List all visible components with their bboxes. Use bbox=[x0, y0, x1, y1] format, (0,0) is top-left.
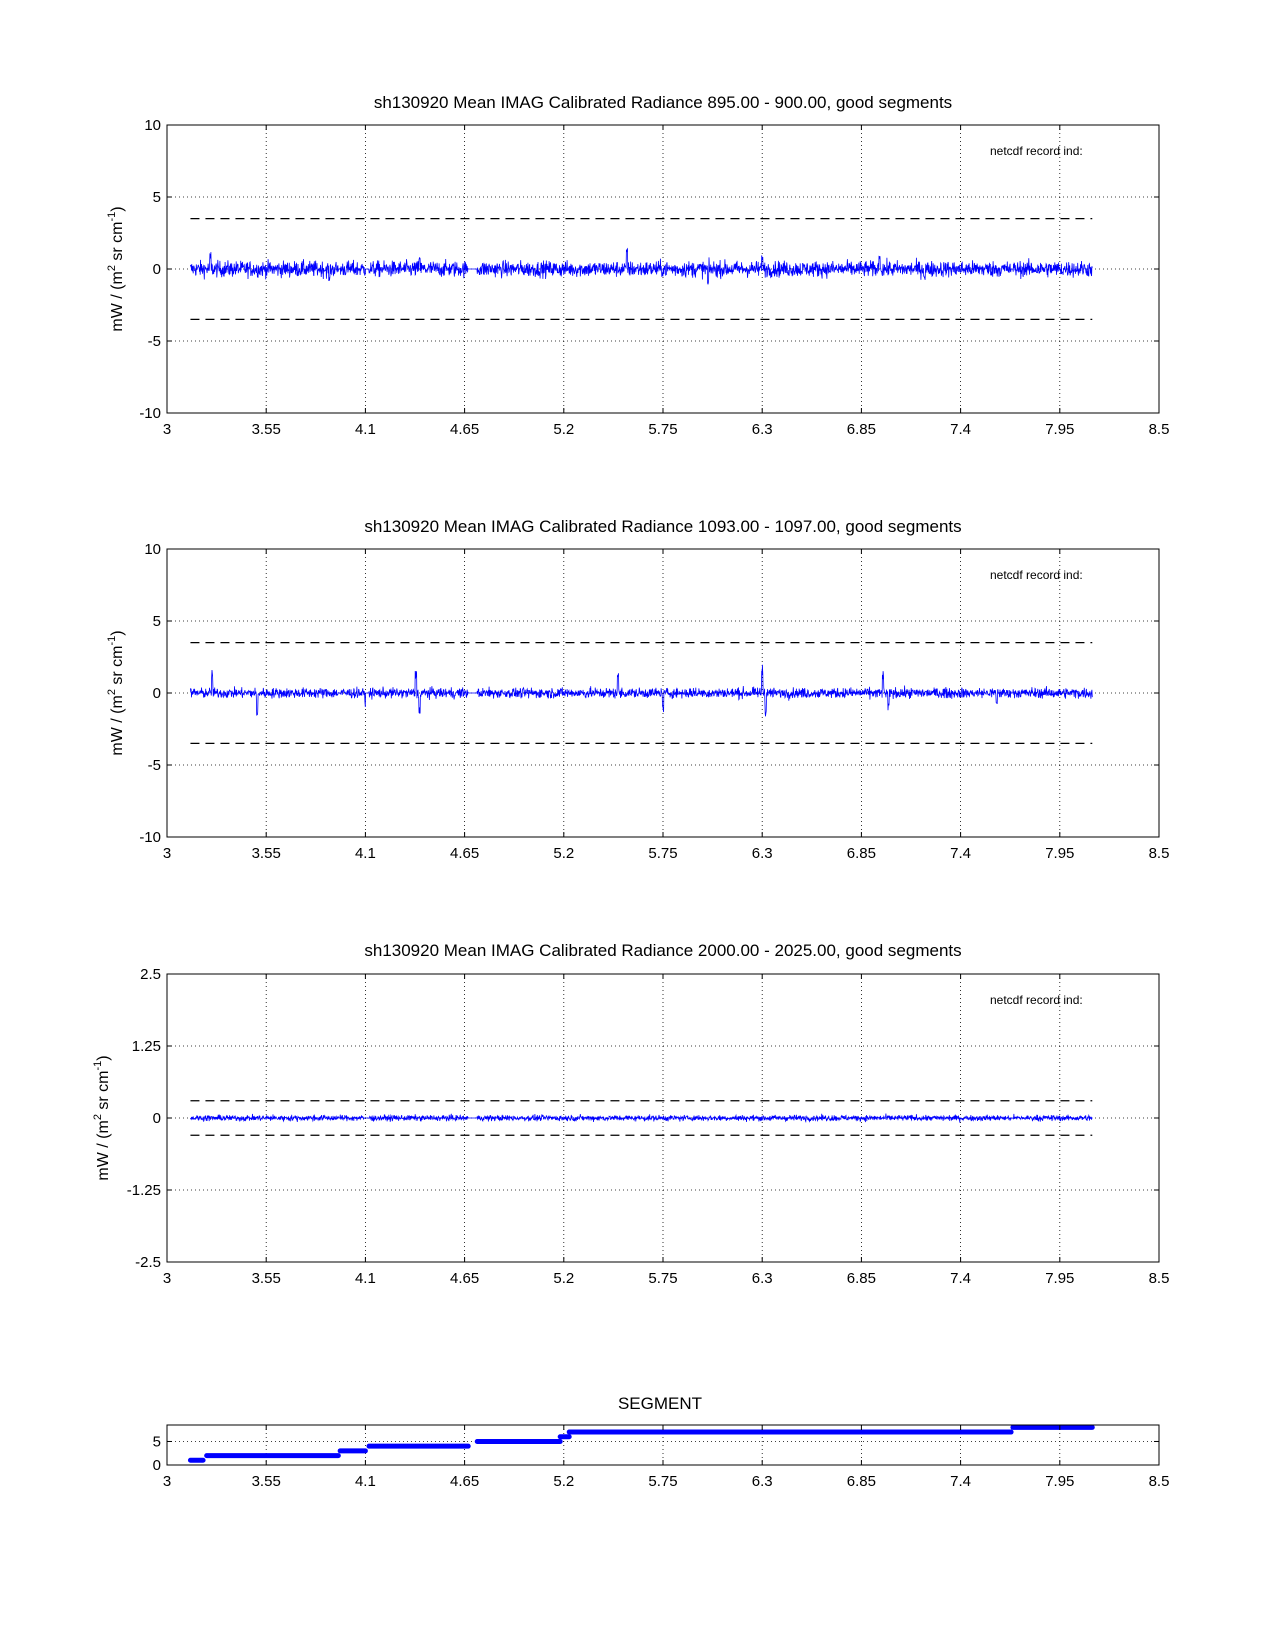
x-tick-label: 3.55 bbox=[251, 1270, 281, 1287]
x-tick-label: 7.95 bbox=[1045, 1270, 1075, 1287]
x-tick-label: 6.85 bbox=[846, 421, 877, 438]
ylabel-prefix: mW / (m bbox=[109, 271, 126, 332]
y-tick-label: 5 bbox=[152, 613, 161, 630]
ylabel-sup2: -1 bbox=[92, 1060, 104, 1071]
x-tick-label: 3 bbox=[162, 845, 172, 862]
x-tick-label: 7.4 bbox=[950, 1473, 972, 1490]
ylabel-prefix: mW / (m bbox=[95, 1120, 112, 1181]
x-tick-label: 3 bbox=[162, 421, 172, 438]
x-tick-label: 4.1 bbox=[354, 421, 376, 438]
x-tick-label: 5.75 bbox=[648, 1473, 678, 1490]
x-tick-label: 7.4 bbox=[950, 1270, 972, 1287]
y-tick-label: -10 bbox=[139, 829, 161, 846]
x-tick-label: 8.5 bbox=[1148, 1473, 1170, 1490]
x-tick-label: 6.3 bbox=[751, 1270, 773, 1287]
series-group bbox=[190, 219, 1092, 320]
x-tick-label: 7.4 bbox=[950, 845, 972, 862]
x-tick-label: 7.95 bbox=[1045, 845, 1075, 862]
x-tick-label: 3 bbox=[162, 1270, 172, 1287]
x-axis bbox=[163, 125, 1170, 438]
x-tick-label: 5.75 bbox=[648, 845, 678, 862]
radiance-trace bbox=[190, 1114, 1092, 1123]
x-axis bbox=[163, 974, 1170, 1287]
radiance-trace bbox=[190, 249, 1092, 284]
chart-title: sh130920 Mean IMAG Calibrated Radiance 2000.00 - 2025.00, good segments bbox=[364, 941, 962, 960]
y-axis-label bbox=[106, 630, 126, 755]
x-tick-label: 6.3 bbox=[751, 845, 773, 862]
y-tick-label: -1.25 bbox=[126, 1182, 161, 1199]
x-tick-label: 5.75 bbox=[648, 1270, 678, 1287]
x-tick-label: 3.55 bbox=[251, 421, 281, 438]
ylabel-mid: sr cm bbox=[109, 645, 126, 690]
chart-panel-3 bbox=[92, 941, 1169, 1287]
annotation: netcdf record ind: bbox=[990, 144, 1083, 158]
ylabel-mid: sr cm bbox=[95, 1070, 112, 1115]
chart-panel-2 bbox=[106, 517, 1169, 862]
series-group bbox=[190, 1101, 1092, 1136]
y-tick-label: 0 bbox=[152, 1110, 161, 1127]
chart-panel-1 bbox=[106, 93, 1169, 438]
y-tick-label: 0 bbox=[152, 1457, 161, 1474]
x-tick-label: 6.3 bbox=[751, 421, 773, 438]
segment-panel bbox=[153, 1394, 1170, 1490]
y-tick-label: 1.25 bbox=[131, 1038, 161, 1055]
x-tick-label: 5.2 bbox=[553, 1473, 575, 1490]
y-tick-label: 0 bbox=[152, 685, 161, 702]
ylabel-suffix: ) bbox=[109, 630, 126, 636]
ylabel-sup1: 2 bbox=[106, 265, 118, 272]
x-tick-label: 4.65 bbox=[449, 421, 480, 438]
x-tick-label: 5.2 bbox=[553, 845, 575, 862]
x-tick-label: 6.85 bbox=[846, 1473, 877, 1490]
ylabel-suffix: ) bbox=[109, 206, 126, 212]
y-tick-label: 10 bbox=[144, 541, 161, 558]
x-tick-label: 4.1 bbox=[354, 845, 376, 862]
series-group bbox=[190, 643, 1092, 744]
radiance-trace bbox=[190, 665, 1092, 717]
ylabel-sup2: -1 bbox=[106, 211, 118, 222]
y-tick-label: 10 bbox=[144, 117, 161, 134]
x-tick-label: 5.2 bbox=[553, 1270, 575, 1287]
x-tick-label: 4.65 bbox=[449, 1270, 480, 1287]
ylabel-prefix: mW / (m bbox=[109, 695, 126, 756]
y-tick-label: 0 bbox=[152, 261, 161, 278]
x-tick-label: 8.5 bbox=[1148, 845, 1170, 862]
y-tick-label: 5 bbox=[152, 1433, 161, 1451]
annotation: netcdf record ind: bbox=[990, 568, 1083, 582]
x-tick-label: 4.1 bbox=[354, 1473, 376, 1490]
x-tick-label: 5.75 bbox=[648, 421, 678, 438]
chart-title: SEGMENT bbox=[617, 1394, 703, 1413]
y-axis-label bbox=[92, 1055, 112, 1180]
x-tick-label: 4.65 bbox=[449, 1473, 480, 1490]
chart-title: sh130920 Mean IMAG Calibrated Radiance 895.00 - 900.00, good segments bbox=[373, 93, 953, 112]
y-tick-label: -2.5 bbox=[135, 1254, 161, 1271]
x-tick-label: 3.55 bbox=[251, 1473, 281, 1490]
x-tick-label: 7.95 bbox=[1045, 1473, 1075, 1490]
x-tick-label: 6.3 bbox=[751, 1473, 773, 1490]
ylabel-mid: sr cm bbox=[109, 221, 126, 266]
x-tick-label: 4.65 bbox=[449, 845, 480, 862]
x-tick-label: 5.2 bbox=[553, 421, 575, 438]
x-tick-label: 8.5 bbox=[1148, 421, 1170, 438]
y-tick-label: 2.5 bbox=[140, 966, 161, 983]
y-tick-label: -5 bbox=[147, 757, 161, 774]
chart-title: sh130920 Mean IMAG Calibrated Radiance 1093.00 - 1097.00, good segments bbox=[364, 517, 962, 536]
x-tick-label: 4.1 bbox=[354, 1270, 376, 1287]
x-tick-label: 7.95 bbox=[1045, 421, 1075, 438]
y-tick-label: 5 bbox=[152, 189, 161, 206]
ylabel-sup1: 2 bbox=[92, 1114, 104, 1121]
ylabel-suffix: ) bbox=[95, 1055, 112, 1061]
y-axis-label bbox=[106, 206, 126, 331]
annotation: netcdf record ind: bbox=[990, 993, 1083, 1007]
y-tick-label: -10 bbox=[139, 405, 161, 422]
y-tick-label: -5 bbox=[147, 333, 161, 350]
x-tick-label: 3 bbox=[162, 1473, 172, 1490]
ylabel-sup1: 2 bbox=[106, 689, 118, 696]
ylabel-sup2: -1 bbox=[106, 635, 118, 646]
x-tick-label: 6.85 bbox=[846, 1270, 877, 1287]
x-tick-label: 3.55 bbox=[251, 845, 281, 862]
x-tick-label: 8.5 bbox=[1148, 1270, 1170, 1287]
x-tick-label: 6.85 bbox=[846, 845, 877, 862]
series-group bbox=[190, 1427, 1092, 1460]
x-tick-label: 7.4 bbox=[950, 421, 972, 438]
x-axis bbox=[163, 549, 1170, 862]
